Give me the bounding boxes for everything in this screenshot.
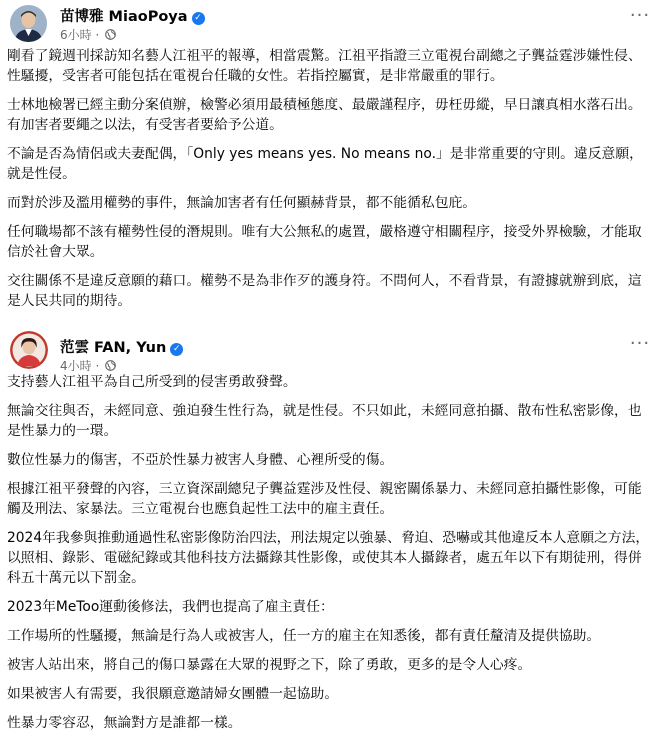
profile-photo-man-icon bbox=[10, 5, 47, 42]
post-paragraph: 交往關係不是違反意願的藉口。權勢不是為非作歹的護身符。不問何人，不看背景，有證據就辦到底，這是人民共同的期待。 bbox=[7, 273, 642, 309]
post-paragraph: 被害人站出來，將自己的傷口暴露在大眾的視野之下，除了勇敢，更多的是令人心疼。 bbox=[7, 657, 532, 673]
post-paragraph: 士林地檢署已經主動分案偵辦，檢警必須用最積極態度、最嚴謹程序，毋枉毋縱，早日讓真相水落石出。有加害者要繩之以法，有受害者要給予公道。 bbox=[7, 97, 642, 133]
post-header bbox=[0, 320, 665, 372]
post-paragraph: 工作場所的性騷擾，無論是行為人或被害人，任一方的雇主在知悉後，都有責任釐清及提供協助。 bbox=[7, 628, 601, 644]
post-time[interactable]: 4小時 bbox=[60, 359, 92, 373]
post-paragraph: 而對於涉及濫用權勢的事件，無論加害者有任何顯赫背景，都不能循私包庇。 bbox=[7, 195, 477, 211]
post-paragraph: 2023年MeToo運動後修法，我們也提高了雇主責任： bbox=[7, 599, 334, 615]
post-paragraph: 支持藝人江祖平為自己所受到的侵害勇敢發聲。 bbox=[7, 374, 297, 390]
more-options-button[interactable]: ··· bbox=[629, 5, 651, 26]
author-name[interactable] bbox=[60, 336, 183, 357]
post-meta bbox=[60, 357, 116, 374]
author-name-text[interactable]: 范雲 FAN, Yun bbox=[60, 340, 167, 356]
profile-photo-woman-icon bbox=[10, 331, 48, 369]
post-meta bbox=[60, 26, 116, 43]
post-paragraph: 2024年我參與推動通過性私密影像防治四法，刑法規定以強暴、脅迫、恐嚇或其他違反本人意願之方法，以照相、錄影、電磁紀錄或其他科技方法攝錄其性影像，或使其本人攝錄者，處五年以下有期徒刑，得併科五十萬元以下罰金。 bbox=[7, 530, 650, 586]
post-body bbox=[0, 372, 665, 733]
post-fanyun bbox=[0, 320, 665, 733]
author-name-text[interactable]: 苗博雅 MiaoPoya bbox=[60, 9, 188, 25]
verified-badge-icon: ✓ bbox=[170, 343, 183, 356]
more-options-button[interactable]: ··· bbox=[629, 333, 651, 354]
post-time[interactable]: 6小時 bbox=[60, 28, 92, 42]
post-paragraph: 不論是否為情侶或夫妻配偶，「Only yes means yes. No means no.」是非常重要的守則。違反意願，就是性侵。 bbox=[7, 146, 643, 182]
post-paragraph: 性暴力零容忍，無論對方是誰都一樣。 bbox=[7, 715, 242, 731]
meta-separator: · bbox=[95, 359, 100, 373]
post-paragraph: 根據江祖平發聲的內容，三立資深副總兒子龔益霆涉及性侵、親密關係暴力、未經同意拍攝性影像，可能觸及刑法、家暴法。三立電視台也應負起性工法中的雇主責任。 bbox=[7, 481, 642, 517]
globe-icon[interactable] bbox=[105, 29, 116, 40]
verified-badge-icon: ✓ bbox=[192, 12, 205, 25]
post-paragraph: 無論交往與否，未經同意、強迫發生性行為，就是性侵。不只如此，未經同意拍攝、散布性私密影像，也是性暴力的一環。 bbox=[7, 403, 642, 439]
meta-separator: · bbox=[95, 28, 100, 42]
post-paragraph: 任何職場都不該有權勢性侵的潛規則。唯有大公無私的處置，嚴格遵守相關程序，接受外界檢驗，才能取信於社會大眾。 bbox=[7, 224, 642, 260]
post-miaopoya bbox=[0, 0, 665, 311]
post-paragraph: 數位性暴力的傷害，不亞於性暴力被害人身體、心裡所受的傷。 bbox=[7, 452, 394, 468]
post-body bbox=[0, 46, 665, 311]
author-avatar[interactable] bbox=[10, 331, 48, 369]
globe-icon[interactable] bbox=[105, 360, 116, 371]
post-header bbox=[0, 0, 665, 46]
author-name[interactable] bbox=[60, 5, 205, 26]
author-avatar[interactable] bbox=[10, 5, 47, 42]
post-paragraph: 剛看了鏡週刊採訪知名藝人江祖平的報導，相當震驚。江祖平指證三立電視台副總之子龔益霆涉嫌性侵、性騷擾，受害者可能包括在電視台任職的女性。若指控屬實，是非常嚴重的罪行。 bbox=[7, 48, 642, 84]
post-paragraph: 如果被害人有需要，我很願意邀請婦女團體一起協助。 bbox=[7, 686, 339, 702]
